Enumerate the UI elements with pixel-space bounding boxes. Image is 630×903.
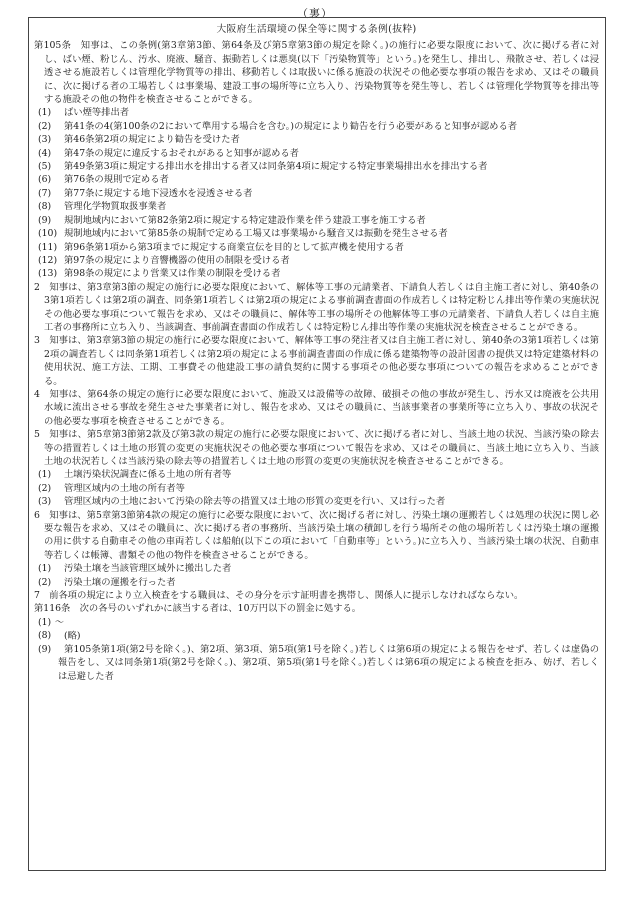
- list-item: [34, 468, 599, 481]
- item-number: (1): [38, 563, 52, 575]
- item-text: 管理区域内の土地の所有者等: [64, 482, 185, 494]
- item-number: (9): [38, 214, 52, 226]
- item-text: 第98条の規定により営業又は作業の制限を受ける者: [64, 268, 281, 280]
- list-item: [34, 562, 599, 575]
- list-item: [34, 133, 599, 146]
- item-number: (5): [38, 161, 52, 173]
- article-105-paragraph-4: 4 知事は、第64条の規定の施行に必要な限度において、施設又は設備等の故障、破損その他の事故が発生し、汚水又は廃液を公共用水域に流出させる事故を発生させた事業者に対し、報告を求め、又はその職員に、当該事業者の事業所等に立ち入り、事故の状況その他必要な事項を検査させることができる。: [34, 388, 599, 427]
- excerpt-title: 大阪府生活環境の保全等に関する条例(抜粋): [216, 24, 417, 35]
- item-number: (1)～(8): [38, 616, 64, 642]
- item-number: (1): [38, 469, 52, 481]
- item-number: (12): [38, 254, 58, 266]
- item-number: (6): [38, 174, 52, 186]
- list-item: [34, 160, 599, 173]
- article-116-item-list: [34, 616, 599, 683]
- item-text: 第41条の4(第100条の2において準用する場合を含む。)の規定により勧告を行う必要があると知事が認める者: [64, 120, 518, 132]
- item-text: ばい煙等排出者: [64, 107, 130, 119]
- list-item: [34, 616, 599, 643]
- list-item: [34, 200, 599, 213]
- item-text: (略): [64, 630, 81, 642]
- list-item: [34, 241, 599, 254]
- item-number: (11): [38, 241, 58, 253]
- list-item: [34, 267, 599, 280]
- list-item: [34, 254, 599, 267]
- item-number: (3): [38, 496, 52, 508]
- list-item: [34, 214, 599, 227]
- item-text: 第105条第1項(第2号を除く。)、第2項、第3項、第5項(第1号を除く。)若しくは第6項の規定による報告をせず、若しくは虚偽の報告をし、又は同条第1項(第2号を除く。)、第2項、第5項(第1号を除く。)若しくは第6項の規定による検査を拒み、妨げ、若しくは忌避した者: [58, 643, 599, 682]
- article-116-lead: 第116条 次の各号のいずれかに該当する者は、10万円以下の罰金に処する。: [34, 603, 362, 615]
- list-item: [34, 120, 599, 133]
- list-item: [34, 227, 599, 240]
- item-text: 規制地域内において第82条第2項に規定する特定建設作業を伴う建設工事を施工する者: [64, 214, 426, 226]
- item-text: 管理区域内の土地において汚染の除去等の措置又は土地の形質の変更を行い、又は行った者: [64, 496, 446, 508]
- article-105-item-list: [34, 106, 599, 280]
- item-number: (10): [38, 228, 58, 240]
- item-text: 第46条第2項の規定により勧告を受けた者: [64, 134, 240, 146]
- paragraph-6-item-list: [34, 562, 599, 589]
- list-item: [34, 173, 599, 186]
- article-105-paragraph-6: 6 知事は、第5章第3節第4款の規定の施行に必要な限度において、次に掲げる者に対し、汚染土壌の運搬若しくは処理の状況に関し必要な報告を求め、又はその職員に、次に掲げる者の事務所、当該汚染土壌の積卸しを行う場所その他の場所若しくは汚染土壌の運搬の用に供する自動車その他の車両若しくは船舶(以下この項において「自動車等」という。)に立ち入り、当該汚染土壌の状況、自動車等若しくは帳簿、書類その他の物件を検査させることができる。: [34, 509, 599, 561]
- article-105-paragraph-3: 3 知事は、第3章第3節の規定の施行に必要な限度において、解体等工事の発注者又は自主施工者に対し、第40条の3第1項若しくは第2項の調査若しくは同条第1項若しくは第2項の規定による事前調査書面の作成に係る建築物等の設計図書の提供又は特定建築材料の使用状況、施工方法、工期、工事費その他建設工事の請負契約に関する事項その他必要な事項についての報告を求めることができる。: [34, 335, 599, 387]
- page-side-label: （裏）: [297, 7, 333, 20]
- item-number: (2): [38, 482, 52, 494]
- list-item: [34, 576, 599, 589]
- item-text: 規制地域内において第85条の規制で定める工場又は事業場から騒音又は振動を発生させる者: [64, 228, 448, 240]
- item-number: (7): [38, 187, 52, 199]
- item-text: 第49条第3項に規定する排出水を排出する者又は同条第4項に規定する特定事業場排出水を排出する者: [64, 161, 488, 173]
- item-number: (8): [38, 201, 52, 213]
- item-text: 第96条第1項から第3項までに規定する商業宣伝を目的として拡声機を使用する者: [64, 241, 404, 253]
- item-text: 管理化学物質取扱事業者: [64, 201, 167, 213]
- item-text: 第47条の規定に違反するおそれがあると知事が認める者: [64, 147, 299, 159]
- article-105-paragraph-7: 7 前各項の規定により立入検査をする職員は、その身分を示す証明書を携帯し、関係人に提示しなければならない。: [34, 590, 524, 602]
- item-number: (3): [38, 134, 52, 146]
- item-text: 第76条の規則で定める者: [64, 174, 169, 186]
- list-item: [34, 147, 599, 160]
- article-105-paragraph-2: 2 知事は、第3章第3節の規定の施行に必要な限度において、解体等工事の元請業者、下請負人若しくは自主施工者に対し、第40条の3第1項若しくは第2項の調査、同条第1項若しくは第2項の規定による事前調査書面の作成若しくは特定粉じん排出等作業の実施状況その他必要な事項について報告を求め、又はその職員に、解体等工事の場所その他解体等工事の元請業者、下請負人若しくは自主施工者の事務所に立ち入り、当該調査、事前調査書面の作成若しくは特定粉じん排出等作業の実施状況を検査させることができる。: [34, 281, 599, 333]
- item-number: (13): [38, 268, 58, 280]
- list-item: [34, 495, 599, 508]
- list-item: [34, 643, 599, 683]
- item-number: (2): [38, 576, 52, 588]
- item-text: 第77条に規定する地下浸透水を浸透させる者: [64, 187, 253, 199]
- item-text: 汚染土壌の運搬を行った者: [64, 576, 176, 588]
- item-number: (1): [38, 107, 52, 119]
- list-item: [34, 106, 599, 119]
- item-number: (4): [38, 147, 52, 159]
- item-text: 第97条の規定により音響機器の使用の制限を受ける者: [64, 254, 290, 266]
- list-item: [34, 187, 599, 200]
- item-text: 土壌汚染状況調査に係る土地の所有者等: [64, 469, 232, 481]
- ordinance-excerpt-box: [28, 17, 606, 871]
- item-text: 汚染土壌を当該管理区域外に搬出した者: [64, 563, 232, 575]
- item-number: (9): [38, 643, 52, 655]
- article-105-paragraph-5: 5 知事は、第5章第3節第2款及び第3款の規定の施行に必要な限度において、次に掲げる者に対し、当該土地の状況、当該汚染の除去等の措置若しくは土地の形質の変更の実施状況その他必要な事項について報告を求め、又はその職員に、当該土地に立ち入り、当該土地の状況若しくは当該汚染の除去等の措置若しくは土地の形質の変更の実施状況を検査させることができる。: [34, 429, 599, 467]
- item-number: (2): [38, 120, 52, 132]
- list-item: [34, 482, 599, 495]
- article-105-lead: 第105条 知事は、この条例(第3章第3節、第64条及び第5章第3節の規定を除く。)の施行に必要な限度において、次に掲げる者に対し、ばい煙、粉じん、汚水、廃液、騒音、振動若しくは悪臭(以下「汚染物質等」という。)を発生し、排出し、飛散させ、若しくは浸透させる施設若しくは管理化学物質等の排出、移動若しくは取扱いに係る施設の状況その他必要な事項の報告を求め、又はその職員に、次に掲げる者の工場若しくは事業場、建設工事の場所等に立ち入り、汚染物質等を発生等し、若しくは管理化学物質等を排出等する施設その他の物件を検査させることができる。: [34, 40, 599, 106]
- paragraph-5-item-list: [34, 468, 599, 508]
